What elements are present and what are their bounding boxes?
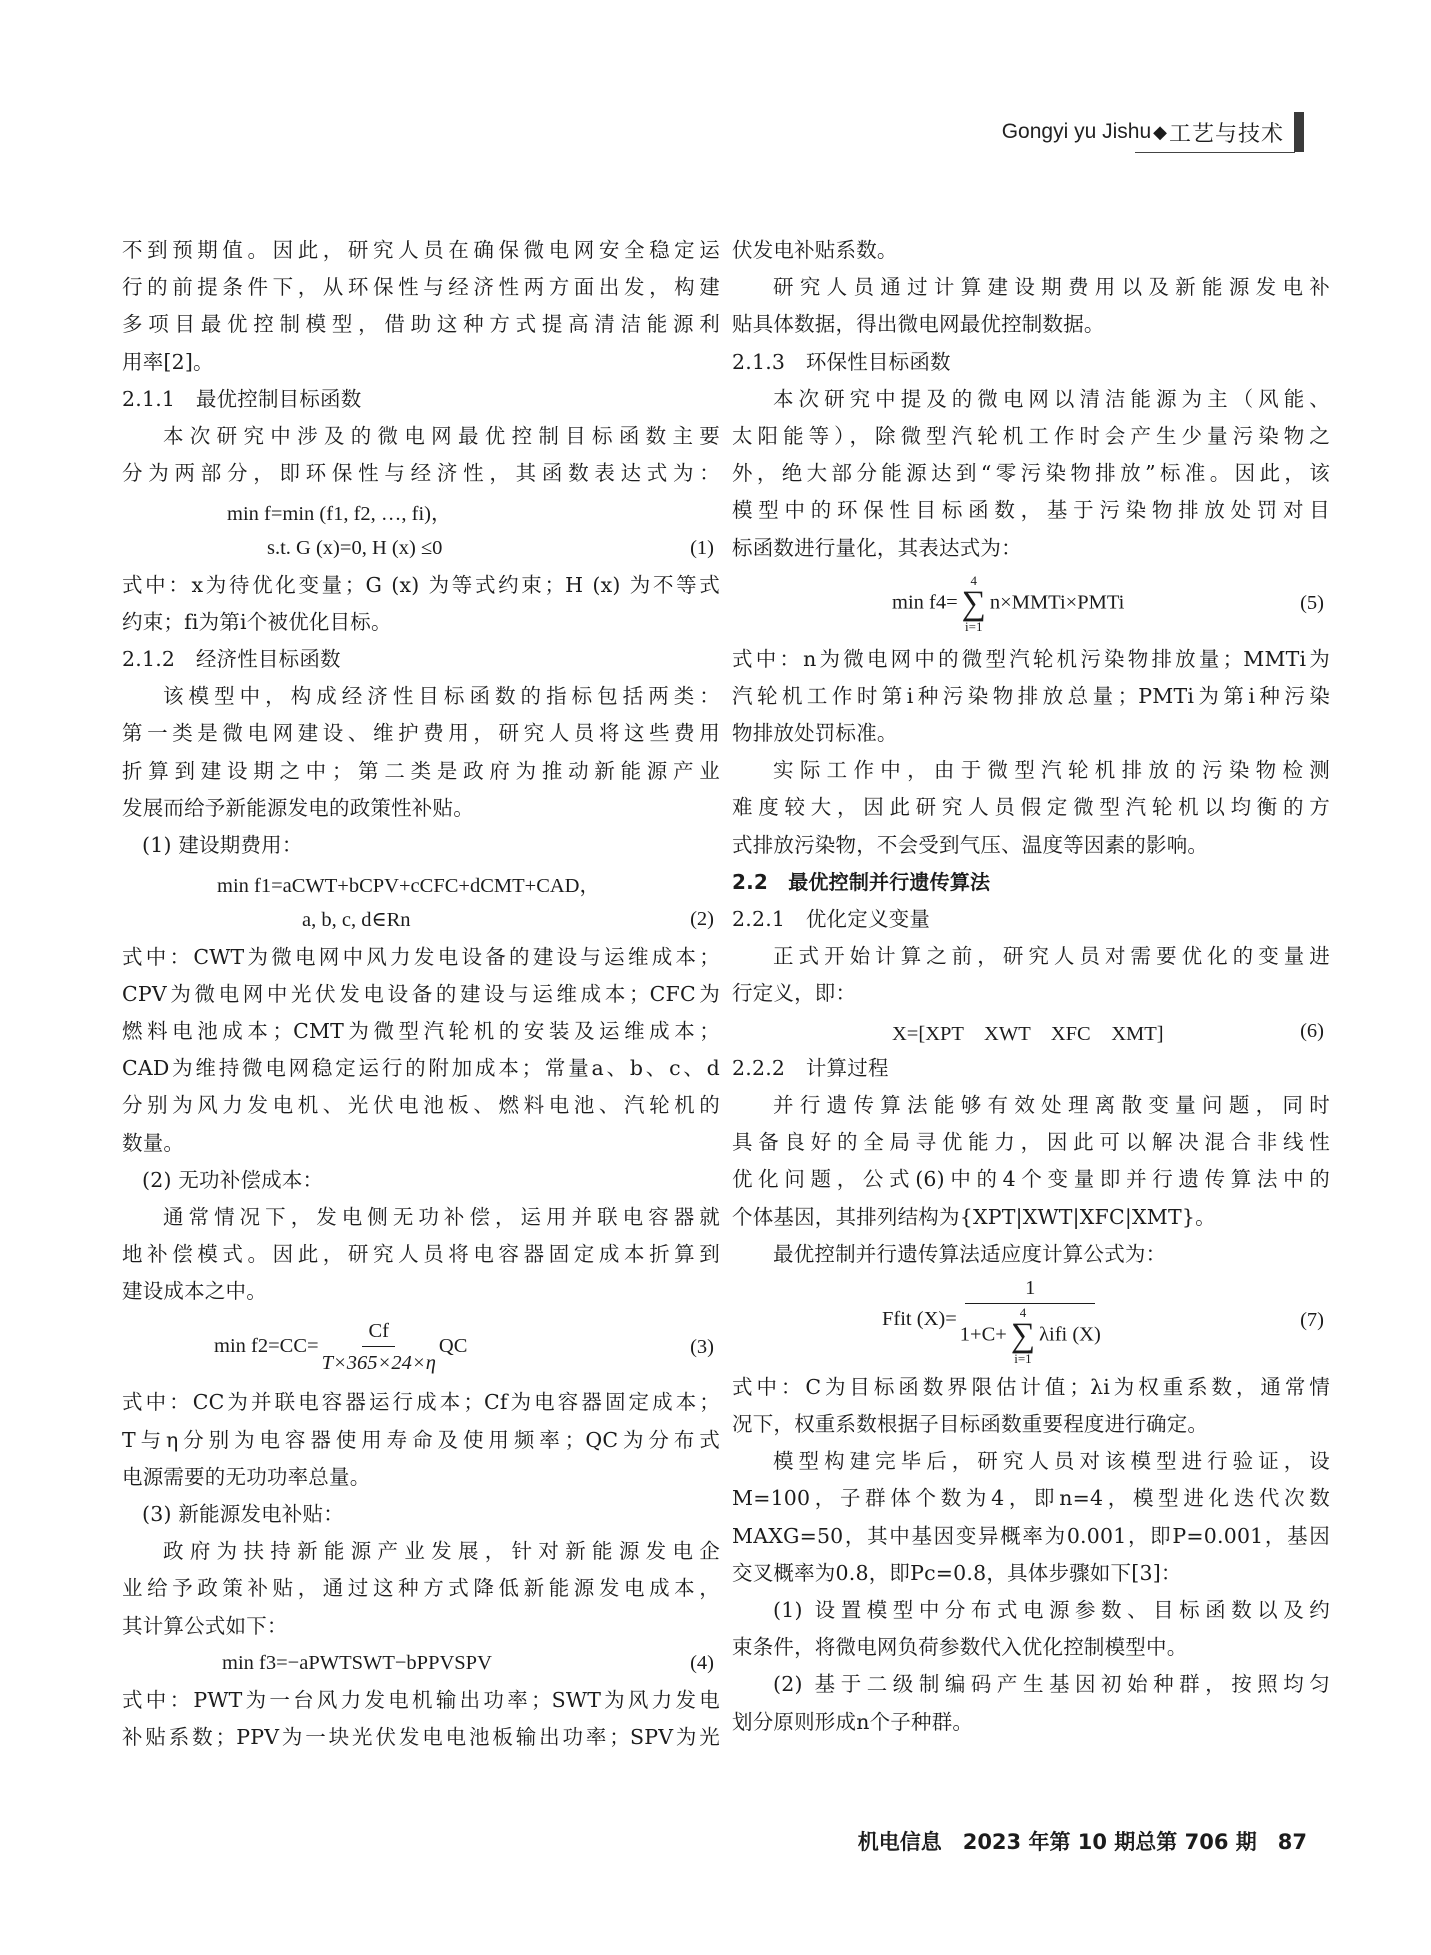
header-bar-mark [1294, 112, 1304, 152]
text-line: 发展而给予新能源发电的政策性补贴。 [122, 795, 474, 820]
section-heading-2-2-1: 2.2.1 优化定义变量 [732, 907, 931, 931]
equation-number: (2) [690, 908, 714, 931]
text-line: 式中：PWT为一台风力发电机输出功率；SWT为风力发电 [122, 1687, 720, 1712]
page-footer: 机电信息 2023 年第 10 期总第 706 期 87 [857, 1830, 1307, 1854]
text-line: 本次研究中涉及的微电网最优控制目标函数主要 [163, 423, 720, 448]
section-heading-2-2-2: 2.2.2 计算过程 [732, 1055, 889, 1080]
text-line: T与η分别为电容器使用寿命及使用频率；QC为分布式 [122, 1427, 720, 1452]
text-line: 行的前提条件下，从环保性与经济性两方面出发，构建 [122, 275, 720, 300]
text-line: 难度较大，因此研究人员假定微型汽轮机以均衡的方 [732, 795, 1330, 820]
text-line: 正式开始计算之前，研究人员对需要优化的变量进 [773, 944, 1330, 969]
header-rule [1135, 152, 1295, 153]
text-line: 外，绝大部分能源达到“零污染物排放”标准。因此，该 [732, 461, 1330, 486]
text-line: 个体基因，其排列结构为{XPT|XWT|XFC|XMT}。 [732, 1204, 1216, 1229]
equation-2-line2: a, b, c, d∈Rn (2) [302, 908, 714, 932]
text-line: 最优控制并行遗传算法适应度计算公式为： [773, 1241, 1167, 1266]
summation-icon: 4 ∑ i=1 [1010, 1305, 1036, 1367]
text-line: 标函数进行量化，其表达式为： [732, 535, 1022, 560]
equation-1-line2: s.t. G (x)=0, H (x) ≤0 (1) [267, 536, 714, 559]
text-line: CAD为维持微电网稳定运行的附加成本；常量a、b、c、d [122, 1056, 720, 1081]
text-line: 政府为扶持新能源产业发展，针对新能源发电企 [163, 1539, 720, 1564]
text-line: 数量。 [122, 1130, 185, 1155]
equation-2-line1: min f1=aCWT+bCPV+cCFC+dCMT+CAD， [217, 874, 600, 897]
text-line: 伏发电补贴系数。 [732, 238, 898, 262]
text-line: 约束；fi为第i个被优化目标。 [122, 609, 392, 634]
list-item-1: (1) 建设期费用： [142, 833, 303, 857]
header-diamond-icon: ◆ [1153, 121, 1167, 143]
text-line: 研究人员通过计算建设期费用以及新能源发电补 [773, 275, 1330, 300]
text-line: (2) 基于二级制编码产生基因初始种群，按照均匀 [773, 1672, 1330, 1697]
text-line: 交叉概率为0.8，即Pc=0.8，具体步骤如下[3]： [732, 1560, 1182, 1585]
equation-3: min f2=CC= $\frac{Cf}{T\times 365\times 24\times\eta}$ QC (3) [214, 1319, 714, 1374]
text-line: 况下，权重系数根据子目标函数重要程度进行确定。 [732, 1412, 1209, 1437]
text-line: 分别为风力发电机、光伏电池板、燃料电池、汽轮机的 [122, 1093, 720, 1118]
equation-7: Ffit (X)= 1 1+C+ 4 ∑ i=1 λifi (X) (7) [882, 1277, 1324, 1367]
list-item-2: (2) 无功补偿成本： [142, 1167, 324, 1192]
text-line: 优化问题，公式(6)中的4个变量即并行遗传算法中的 [732, 1167, 1330, 1192]
text-line: 物排放处罚标准。 [732, 721, 898, 746]
text-line: (1) 设置模型中分布式电源参数、目标函数以及约 [773, 1598, 1330, 1622]
text-line: 式中：n为微电网中的微型汽轮机污染物排放量；MMTi为 [732, 646, 1330, 671]
header-section-title: 工艺与技术 [1168, 121, 1284, 147]
header-pinyin: Gongyi yu Jishu [1001, 120, 1152, 143]
text-line: 汽轮机工作时第i种污染物排放总量；PMTi为第i种污染 [732, 683, 1330, 708]
text-line: 业给予政策补贴，通过这种方式降低新能源发电成本， [122, 1576, 720, 1601]
text-line: 折算到建设期之中；第二类是政府为推动新能源产业 [122, 758, 720, 783]
text-line: MAXG=50，其中基因变异概率为0.001，即P=0.001，基因 [732, 1523, 1330, 1548]
section-heading-2-1-3: 2.1.3 环保性目标函数 [732, 349, 951, 374]
text-line: 本次研究中提及的微电网以清洁能源为主（风能、 [773, 386, 1330, 411]
left-column [122, 232, 720, 1756]
equation-6: X=[XPT XWT XFC XMT] (6) [892, 1019, 1324, 1046]
text-line: 行定义，即： [732, 981, 857, 1006]
text-line: 贴具体数据，得出微电网最优控制数据。 [732, 312, 1105, 337]
equation-number: (6) [1300, 1019, 1324, 1042]
equation-1-line1: min f=min (f1, f2, …, fi)， [227, 502, 452, 525]
equation-number: (1) [690, 536, 714, 559]
text-line: 其计算公式如下： [122, 1613, 288, 1638]
text-line: 束条件，将微电网负荷参数代入优化控制模型中。 [732, 1635, 1188, 1660]
text-line: 多项目最优控制模型，借助这种方式提高清洁能源利 [122, 312, 720, 337]
summation-icon: 4 ∑ i=1 [961, 572, 986, 634]
text-line: 地补偿模式。因此，研究人员将电容器固定成本折算到 [122, 1242, 720, 1267]
text-line: 电源需要的无功功率总量。 [122, 1464, 371, 1489]
text-line: CPV为微电网中光伏发电设备的建设与运维成本；CFC为 [122, 981, 720, 1006]
text-line: 用率[2]。 [122, 349, 214, 374]
section-heading-2-1-2: 2.1.2 经济性目标函数 [122, 647, 341, 672]
text-line: 通常情况下，发电侧无功补偿，运用并联电容器就 [163, 1204, 720, 1229]
text-line: 建设成本之中。 [122, 1279, 267, 1304]
section-heading-2-2: 2.2 最优控制并行遗传算法 [732, 869, 991, 894]
text-line: 模型中的环保性目标函数，基于污染物排放处罚对目 [732, 498, 1330, 523]
list-item-3: (3) 新能源发电补贴： [142, 1502, 344, 1526]
text-line: 太阳能等），除微型汽轮机工作时会产生少量污染物之 [732, 423, 1330, 448]
text-line: 划分原则形成n个子种群。 [732, 1709, 974, 1734]
running-header [1002, 110, 1304, 154]
text-line: 式中：C为目标函数界限估计值；λi为权重系数，通常情 [732, 1374, 1330, 1399]
text-line: 式中：CC为并联电容器运行成本；Cf为电容器固定成本； [122, 1390, 720, 1415]
section-heading-2-1-1: 2.1.1 最优控制目标函数 [122, 386, 362, 411]
text-line: 第一类是微电网建设、维护费用，研究人员将这些费用 [122, 721, 720, 746]
text-line: 分为两部分，即环保性与经济性，其函数表达式为： [122, 461, 720, 486]
text-line: 式中：x为待优化变量；G (x) 为等式约束；H (x) 为不等式 [122, 572, 720, 597]
text-line: 模型构建完毕后，研究人员对该模型进行验证，设 [773, 1449, 1330, 1474]
right-column [732, 232, 1330, 1741]
text-line: 式中：CWT为微电网中风力发电设备的建设与运维成本； [122, 944, 720, 969]
equation-number: (3) [690, 1335, 714, 1358]
equation-4: min f3=−aPWTSWT−bPPVSPV (4) [222, 1651, 714, 1674]
text-line: 式排放污染物，不会受到气压、温度等因素的影响。 [732, 832, 1209, 857]
equation-number: (7) [1300, 1309, 1324, 1332]
text-line: 实际工作中，由于微型汽轮机排放的污染物检测 [773, 758, 1330, 783]
text-line: 补贴系数；PPV为一块光伏发电电池板输出功率；SPV为光 [122, 1725, 720, 1750]
text-line: 并行遗传算法能够有效处理离散变量问题，同时 [773, 1092, 1330, 1117]
text-line: 该模型中，构成经济性目标函数的指标包括两类： [163, 684, 720, 709]
equation-5: min f4= 4 ∑ i=1 n×MMTi×PMTi (5) [892, 572, 1324, 634]
text-line: M=100，子群体个数为4，即n=4，模型进化迭代次数 [732, 1486, 1330, 1511]
text-line: 具备良好的全局寻优能力，因此可以解决混合非线性 [732, 1130, 1330, 1155]
equation-number: (4) [690, 1651, 714, 1674]
text-line: 不到预期值。因此，研究人员在确保微电网安全稳定运 [122, 238, 720, 262]
equation-number: (5) [1300, 592, 1324, 615]
text-line: 燃料电池成本；CMT为微型汽轮机的安装及运维成本； [122, 1018, 720, 1043]
